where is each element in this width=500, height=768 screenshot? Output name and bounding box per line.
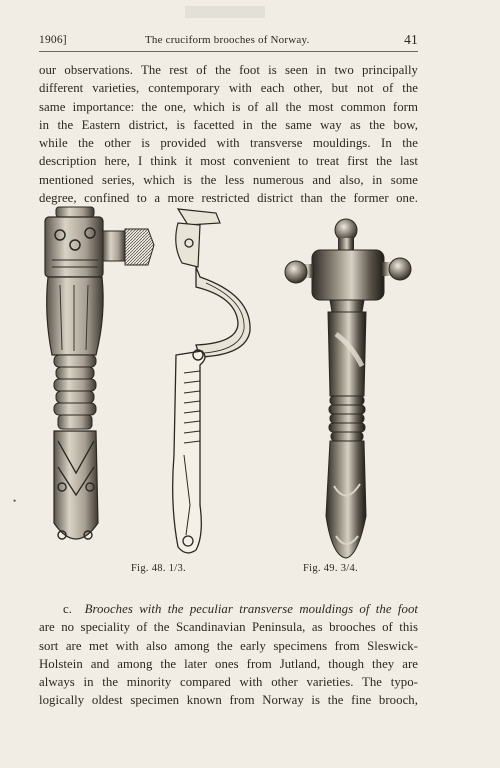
text-line: description here, I think it most convenient to treat first the last [39, 154, 418, 169]
text-line: same importance: the one, which is of all the most common form [39, 99, 418, 114]
text-line: logically oldest specimen known from Norway is the fine brooch, [39, 693, 418, 708]
text-line: degree, confined to a more restricted district than the former one. [39, 191, 418, 206]
figure-49-caption: Fig. 49. 3/4. [303, 563, 358, 574]
section-heading-line [39, 600, 418, 618]
header-title: The cruciform brooches of Norway. [145, 34, 310, 46]
text-line: in the Eastern district, is facetted in the same way as the bow, [39, 117, 418, 132]
text-line: different varieties, contemporary with each other, but not of the [39, 81, 418, 96]
figure-48-caption: Fig. 48. 1/3. [131, 563, 186, 574]
figure-49-brooch [282, 216, 412, 564]
running-header [39, 32, 418, 50]
text-line: Holstein and among the later ones from Jutland, though they are [39, 656, 418, 671]
paragraph-1 [39, 61, 418, 207]
bleed-through-smudge [180, 0, 270, 26]
section-heading: Brooches with the peculiar transverse mouldings of the foot [84, 602, 419, 616]
text-line: sort are met with also among the early specimens from Sleswick- [39, 638, 418, 653]
figure-48-brooch-profile [160, 205, 265, 560]
paragraph-2 [39, 600, 418, 710]
text-line: are no speciality of the Scandinavian Peninsula, as brooches of this [39, 620, 418, 635]
text-line: our observations. The rest of the foot is seen in two principally [39, 63, 418, 77]
header-year: 1906] [39, 34, 67, 46]
page-number: 41 [404, 32, 418, 47]
text-line: mentioned series, which is the less numerous and also, in some [39, 172, 418, 187]
text-line: always in the minority compared with other varieties. The typo- [39, 675, 418, 690]
margin-mark: • [13, 496, 17, 506]
figure-48-brooch-front [40, 205, 158, 560]
section-letter: c. [63, 602, 72, 616]
text-line: while the other is provided with transverse mouldings. In the [39, 136, 418, 151]
header-rule [39, 51, 418, 52]
